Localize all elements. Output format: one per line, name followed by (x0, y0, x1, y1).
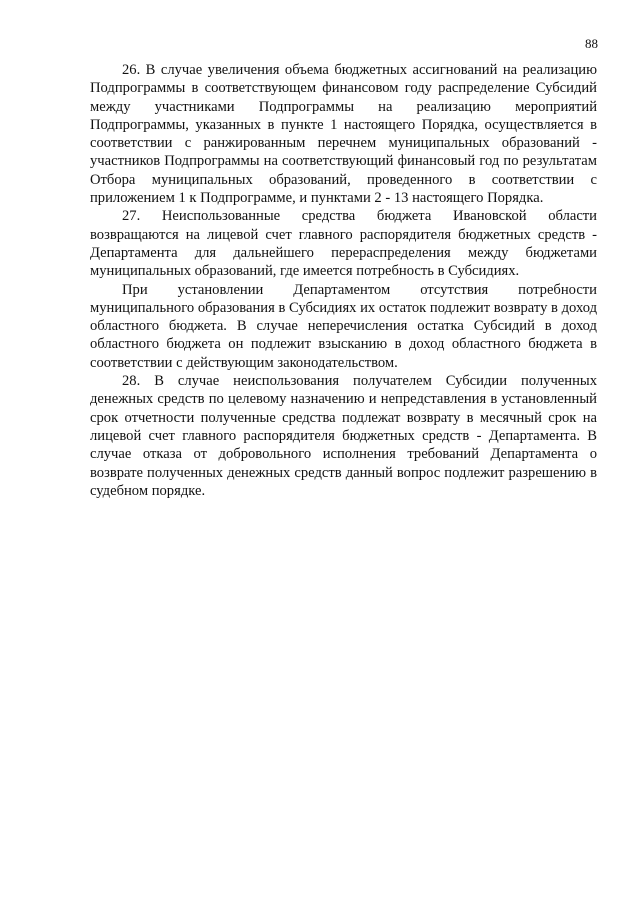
paragraph-26: 26. В случае увеличения объема бюджетных ассигнований на реализацию Подпрограммы в соответствующем финансовом году распределение Субсидий между участниками Подпрограммы на реализацию мероприятий Подпрограммы, указанных в пункте 1 настоящего Порядка, осуществляется в соответствии с ранжированным перечнем муниципальных образований - участников Подпрограммы на соответствующий финансовый год по результатам Отбора муниципальных образований, проведенного в соответствии с приложением 1 к Подпрограмме, и пунктами 2 - 13 настоящего Порядка. (90, 62, 597, 207)
paragraph-27: 27. Неиспользованные средства бюджета Ивановской области возвращаются на лицевой счет главного распорядителя бюджетных средств - Департамента для дальнейшего перераспределения между бюджетами муниципальных образований, где имеется потребность в Субсидиях. (90, 208, 597, 280)
document-body (90, 61, 597, 500)
paragraph-28: 28. В случае неиспользования получателем Субсидии полученных денежных средств по целевому назначению и непредставления в установленный срок отчетности полученные средства подлежат возврату в месячный срок на лицевой счет главного распорядителя бюджетных средств - Департамента. В случае отказа от добровольного исполнения требований Департамента о возврате полученных денежных средств данный вопрос подлежит разрешению в судебном порядке. (90, 373, 597, 499)
page-number: 88 (585, 36, 598, 51)
paragraph-27-continuation: При установлении Департаментом отсутствия потребности муниципального образования в Субсидиях их остаток подлежит возврату в доход областного бюджета. В случае неперечисления остатка Субсидий в доход областного бюджета он подлежит взысканию в доход областного бюджета в соответствии с действующим законодательством. (90, 281, 597, 371)
